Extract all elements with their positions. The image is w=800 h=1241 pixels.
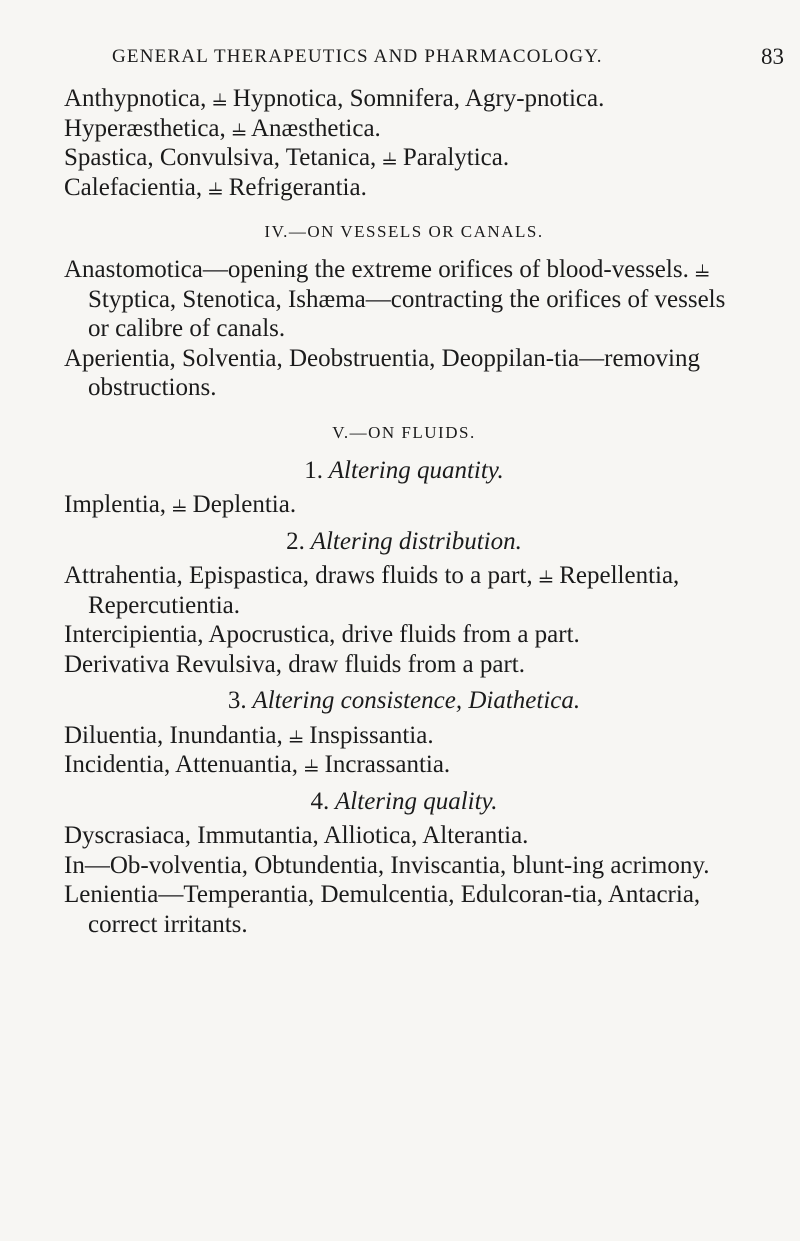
subheading-title: Altering consistence, Diathetica.	[252, 687, 581, 714]
section-heading-fluids: V.—ON FLUIDS.	[332, 422, 476, 442]
entry-obvolventia: In—Ob-volventia, Obtundentia, Inviscantia, blunt-ing acrimony.	[64, 851, 710, 879]
entry-dyscrasiaca: Dyscrasiaca, Immutantia, Alliotica, Alterantia.	[64, 822, 529, 849]
running-head	[112, 46, 792, 68]
entry-derivativa: Derivativa Revulsiva, draw fluids from a part.	[64, 650, 525, 678]
subheading-distribution	[64, 527, 744, 557]
entry-diluentia: Diluentia, Inundantia, ⫨ Inspissantia.	[64, 721, 434, 749]
entry-spastica: Spastica, Convulsiva, Tetanica, ⫨ Paralytica.	[64, 144, 510, 171]
subheading-number: 2.	[286, 527, 305, 555]
section-heading-vessels: IV.—ON VESSELS OR CANALS.	[264, 222, 544, 241]
entry-lenientia: Lenientia—Temperantia, Demulcentia, Edulcoran-tia, Antacria, correct irritants.	[64, 881, 701, 938]
subheading-number: 1.	[304, 456, 323, 484]
page-number: 83	[761, 44, 784, 69]
subheading-number: 3.	[227, 687, 247, 714]
page-body	[64, 84, 744, 939]
entry-anthypnotica: Anthypnotica, ⫨ Hypnotica, Somnifera, Agry-pnotica.	[64, 85, 605, 112]
entry-implentia: Implentia, ⫨ Deplentia.	[64, 491, 297, 518]
entry-anastomotica: Anastomotica—opening the extreme orifices of blood-vessels. ⫨ Styptica, Stenotica, Ishæma—contracting the orifices of vessels or calibre of canals.	[64, 256, 726, 342]
entry-hyperaesthetica: Hyperæsthetica, ⫨ Anæsthetica.	[64, 114, 381, 142]
subheading-title: Altering quality.	[335, 787, 498, 815]
subheading-title: Altering quantity.	[328, 456, 504, 484]
subheading-number: 4.	[310, 787, 330, 815]
entry-incidentia: Incidentia, Attenuantia, ⫨ Incrassantia.	[64, 751, 451, 778]
subheading-quantity	[64, 456, 744, 486]
entry-aperientia: Aperientia, Solventia, Deobstruentia, Deoppilan-tia—removing obstructions.	[64, 344, 700, 401]
running-head-title: GENERAL THERAPEUTICS AND PHARMACOLOGY.	[112, 46, 603, 67]
entry-intercipientia: Intercipientia, Apocrustica, drive fluids from a part.	[64, 621, 580, 648]
subheading-consistence	[64, 686, 744, 716]
subheading-quality	[64, 787, 744, 817]
subheading-title: Altering distribution.	[310, 527, 522, 555]
entry-calefacientia: Calefacientia, ⫨ Refrigerantia.	[64, 173, 367, 201]
entry-attrahentia: Attrahentia, Epispastica, draws fluids to a part, ⫨ Repellentia, Repercutientia.	[64, 562, 680, 619]
